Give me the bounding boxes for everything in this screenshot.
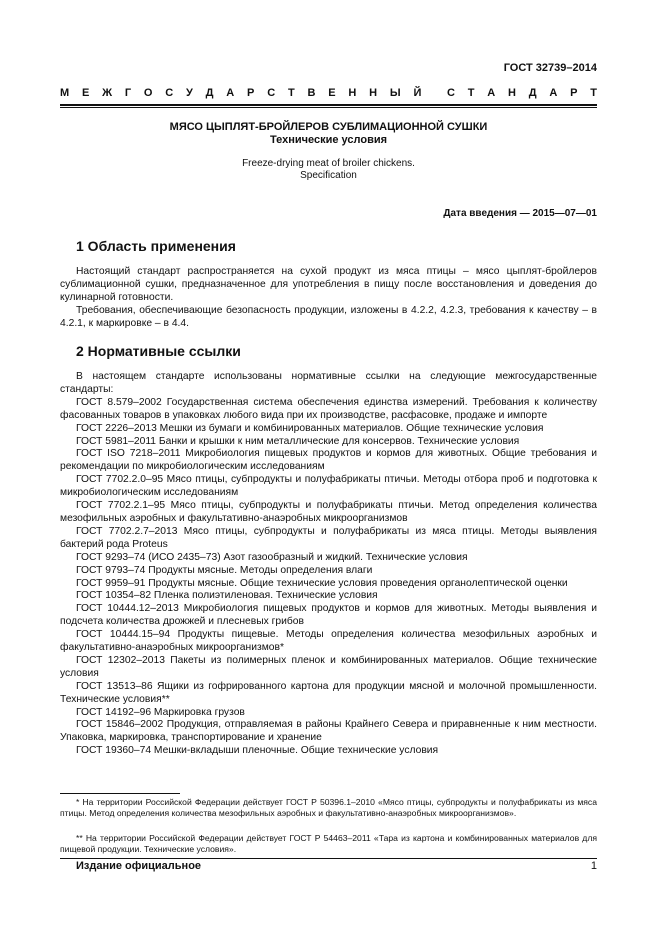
footnote-separator xyxy=(60,793,180,794)
reference-item: ГОСТ 10354–82 Пленка полиэтиленовая. Технические условия xyxy=(76,590,378,602)
letter: С xyxy=(267,87,276,99)
letter: С xyxy=(446,87,455,99)
gost-number: ГОСТ 32739–2014 xyxy=(503,62,597,74)
introduction-date: Дата введения — 2015—07—01 xyxy=(443,208,597,219)
letter: Н xyxy=(507,87,516,99)
section-heading-references: 2 Нормативные ссылки xyxy=(76,343,241,359)
letter: Ы xyxy=(389,87,401,99)
reference-item: ГОСТ 5981–2011 Банки и крышки к ним металлические для консервов. Технические условия xyxy=(76,435,520,447)
letter: Т xyxy=(467,87,475,99)
paragraph: Требования, обеспечивающие безопасность продукции, изложены в 4.2.2, 4.2.3, требования к качеству – в 4.2.1, к маркировке – в 4.4. xyxy=(60,304,597,329)
reference-item: ГОСТ 10444.15–94 Продукты пищевые. Методы определения количества мезофильных аэробных и факультативно-анаэробных микроорганизмов* xyxy=(60,629,597,654)
letter: А xyxy=(549,87,558,99)
reference-item: ГОСТ 7702.2.0–95 Мясо птицы, субпродукты и полуфабрикаты птичьи. Методы отбора проб и подготовка к микробиологическим исследованиям xyxy=(60,474,597,499)
letter: Е xyxy=(81,87,90,99)
reference-item: ГОСТ 7702.2.7–2013 Мясо птицы, субпродукты и полуфабрикаты из мяса птицы. Методы выявления бактерий рода Proteus xyxy=(60,525,597,550)
letter: Т xyxy=(287,87,295,99)
letter: Н xyxy=(369,87,378,99)
english-subtitle: Specification xyxy=(300,170,357,181)
section-heading-scope: 1 Область применения xyxy=(76,238,236,254)
reference-item: ГОСТ ISO 7218–2011 Микробиология пищевых продуктов и кормов для животных. Общие требования и рекомендации по микробиологическим исследованиям xyxy=(60,448,597,473)
letter: С xyxy=(165,87,174,99)
reference-item: ГОСТ 8.579–2002 Государственная система обеспечения единства измерений. Требования к количеству фасованных товаров в упаковках любого вида при их производстве, расфасовке, продаже и импорте xyxy=(60,396,597,421)
footnote xyxy=(60,833,597,855)
letter: М xyxy=(60,87,70,99)
document-title: МЯСО ЦЫПЛЯТ-БРОЙЛЕРОВ СУБЛИМАЦИОННОЙ СУШКИ xyxy=(169,121,488,133)
page-number: 1 xyxy=(590,860,597,872)
letter: Й xyxy=(413,87,422,99)
reference-item: ГОСТ 9959–91 Продукты мясные. Общие технические условия проведения органолептической оценки xyxy=(76,577,568,589)
section-references-body xyxy=(60,371,597,758)
letter: У xyxy=(186,87,193,99)
footnote xyxy=(60,797,597,819)
letter: Д xyxy=(205,87,214,99)
letter: Д xyxy=(528,87,537,99)
letter: Н xyxy=(348,87,357,99)
standard-type-heading xyxy=(60,87,597,99)
reference-item: ГОСТ 15846–2002 Продукция, отправляемая в районы Крайнего Севера и приравненные к ним местности. Упаковка, маркировка, транспортирование и хранение xyxy=(60,719,597,744)
reference-item: ГОСТ 12302–2013 Пакеты из полимерных пленок и комбинированных материалов. Общие технические условия xyxy=(60,654,597,679)
letter: О xyxy=(143,87,153,99)
letter: Е xyxy=(328,87,336,99)
footnote-text: ** На территории Российской Федерации действует ГОСТ Р 54463–2011 «Тара из картона и комбинированных материалов для пищевой продукции. Технические условия». xyxy=(60,833,597,854)
footnote-text: * На территории Российской Федерации действует ГОСТ Р 50396.1–2010 «Мясо птицы, субпродукты и полуфабрикаты из мяса птицы. Метод определения количества мезофильных аэробных и факультативно-анаэробных микроорганизмов». xyxy=(60,797,597,818)
reference-item: ГОСТ 19360–74 Мешки-вкладыши пленочные. Общие технические условия xyxy=(76,745,439,757)
edition-label: Издание официальное xyxy=(76,860,202,872)
reference-item: ГОСТ 10444.12–2013 Микробиология пищевых продуктов и кормов для животных. Методы выявления и подсчета количества дрожжей и плесневых грибов xyxy=(60,603,597,628)
letter: Р xyxy=(570,87,578,99)
document-subtitle: Технические условия xyxy=(269,134,388,146)
paragraph: В настоящем стандарте использованы нормативные ссылки на следующие межгосударственные стандарты: xyxy=(60,371,597,395)
section-scope-body xyxy=(60,266,597,331)
reference-item: ГОСТ 9293–74 (ИСО 2435–73) Азот газообразный и жидкий. Технические условия xyxy=(76,551,468,563)
letter: А xyxy=(487,87,496,99)
letter: Т xyxy=(590,87,597,99)
header-rule-thin xyxy=(60,107,597,108)
footer-rule xyxy=(60,858,597,859)
letter: Г xyxy=(124,87,132,99)
reference-item: ГОСТ 2226–2013 Мешки из бумаги и комбинированных материалов. Общие технические условия xyxy=(76,422,544,434)
letter: А xyxy=(226,87,235,99)
header-rule-thick xyxy=(60,104,597,106)
letter: Ж xyxy=(102,87,113,99)
reference-item: ГОСТ 9793–74 Продукты мясные. Методы определения влаги xyxy=(76,564,373,576)
english-title: Freeze-drying meat of broiler chickens. xyxy=(242,158,415,169)
reference-item: ГОСТ 7702.2.1–95 Мясо птицы, субпродукты и полуфабрикаты птичьи. Метод определения количества мезофильных аэробных и факультативно-анаэробных микроорганизмов xyxy=(60,500,597,524)
reference-item: ГОСТ 14192–96 Маркировка грузов xyxy=(76,706,245,718)
letter: В xyxy=(307,87,316,99)
letter: Р xyxy=(247,87,255,99)
paragraph: Настоящий стандарт распространяется на сухой продукт из мяса птицы – мясо цыплят-бройлеров сублимационной сушки, предназначенное для употребления в пищу после восстановления и доведения до кулинарной готовности. xyxy=(60,266,597,303)
reference-item: ГОСТ 13513–86 Ящики из гофрированного картона для продукции мясной и молочной промышленности. Технические условия** xyxy=(60,680,597,705)
